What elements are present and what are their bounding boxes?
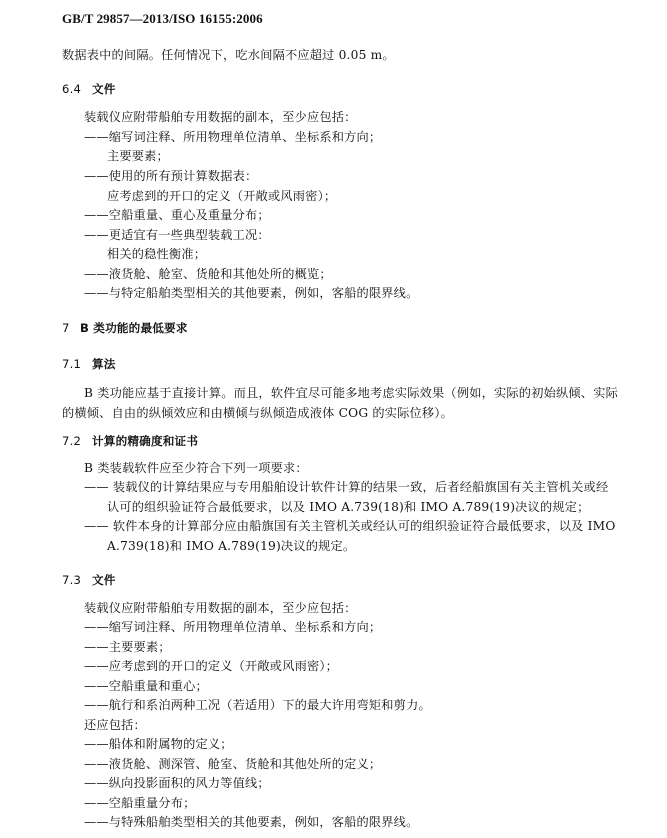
section-7-1-paragraph: B 类功能应基于直接计算。而且，软件宜尽可能多地考虑实际效果（例如，实际的初始纵倾、实际的横倾、自由的纵倾效应和由横倾与纵倾造成液体 COG 的实际位移）。: [62, 386, 618, 420]
list-item: ——使用的所有预计算数据表：: [84, 169, 258, 183]
list-item: 相关的稳性衡准；: [107, 247, 207, 261]
list-item: —— 软件本身的计算部分应由船旗国有关主管机关或经认可的组织验证符合最低要求，以及 IMO: [84, 519, 616, 533]
section-6-4-heading: [62, 81, 116, 97]
section-title: 文件: [92, 573, 116, 587]
list-item: ——缩写词注释、所用物理单位清单、坐标系和方向；: [84, 620, 382, 634]
list-item: ——更适宜有一些典型装载工况：: [84, 228, 270, 242]
list-item: ——空船重量分布；: [84, 796, 196, 810]
list-item: ——与特定船舶类型相关的其他要素，例如，客船的限界线。: [84, 286, 419, 300]
section-number: 7.3: [62, 573, 82, 587]
list-item: ——空船重量和重心；: [84, 679, 208, 693]
section-7-3-lead: 装载仪应附带船舶专用数据的副本，至少应包括：: [84, 601, 357, 615]
intro-line: 数据表中的间隔。任何情况下，吃水间隔不应超过 0.05 m。: [62, 48, 395, 62]
section-7-1-heading: [62, 356, 116, 372]
list-item: ——应考虑到的开口的定义（开敞或风雨密）；: [84, 659, 339, 673]
section-number: 7: [62, 321, 70, 335]
list-item: —— 装载仪的计算结果应与专用船舶设计软件计算的结果一致，后者经船旗国有关主管机关或经: [84, 480, 609, 494]
list-item: 应考虑到的开口的定义（开敞或风雨密）；: [107, 189, 337, 203]
list-item: ——主要要素；: [84, 640, 171, 654]
section-title: 计算的精确度和证书: [92, 434, 199, 448]
list-item-continuation: 认可的组织验证符合最低要求，以及 IMO A.739(18)和 IMO A.789(19)决议的规定；: [107, 500, 590, 514]
section-7-heading: [62, 320, 188, 336]
also-include-label: 还应包括：: [84, 718, 146, 732]
section-number: 7.1: [62, 357, 82, 371]
section-title: 算法: [92, 357, 116, 371]
standard-header: GB/T 29857—2013/ISO 16155:2006: [62, 11, 263, 26]
section-7-2-heading: [62, 433, 198, 449]
list-item: ——液货舱、测深管、舱室、货舱和其他处所的定义；: [84, 757, 382, 771]
list-item: ——航行和系泊两种工况（若适用）下的最大许用弯矩和剪力。: [84, 698, 431, 712]
list-item: ——船体和附属物的定义；: [84, 737, 233, 751]
list-item: ——液货舱、舱室、货舱和其他处所的概览；: [84, 267, 332, 281]
section-7-3-heading: [62, 572, 116, 588]
section-7-2-lead: B 类装载软件应至少符合下列一项要求：: [84, 461, 308, 475]
section-6-4-lead: 装载仪应附带船舶专用数据的副本，至少应包括：: [84, 110, 357, 124]
section-title: B 类功能的最低要求: [80, 321, 188, 335]
section-number: 6.4: [62, 82, 82, 96]
list-item: ——纵向投影面积的风力等值线；: [84, 776, 270, 790]
list-item: ——缩写词注释、所用物理单位清单、坐标系和方向；: [84, 130, 382, 144]
section-number: 7.2: [62, 434, 82, 448]
list-item: ——与特殊船舶类型相关的其他要素，例如，客船的限界线。: [84, 815, 419, 829]
section-title: 文件: [92, 82, 116, 96]
list-item: 主要要素；: [107, 149, 169, 163]
list-item-continuation: A.739(18)和 IMO A.789(19)决议的规定。: [107, 539, 356, 553]
list-item: ——空船重量、重心及重量分布；: [84, 208, 270, 222]
